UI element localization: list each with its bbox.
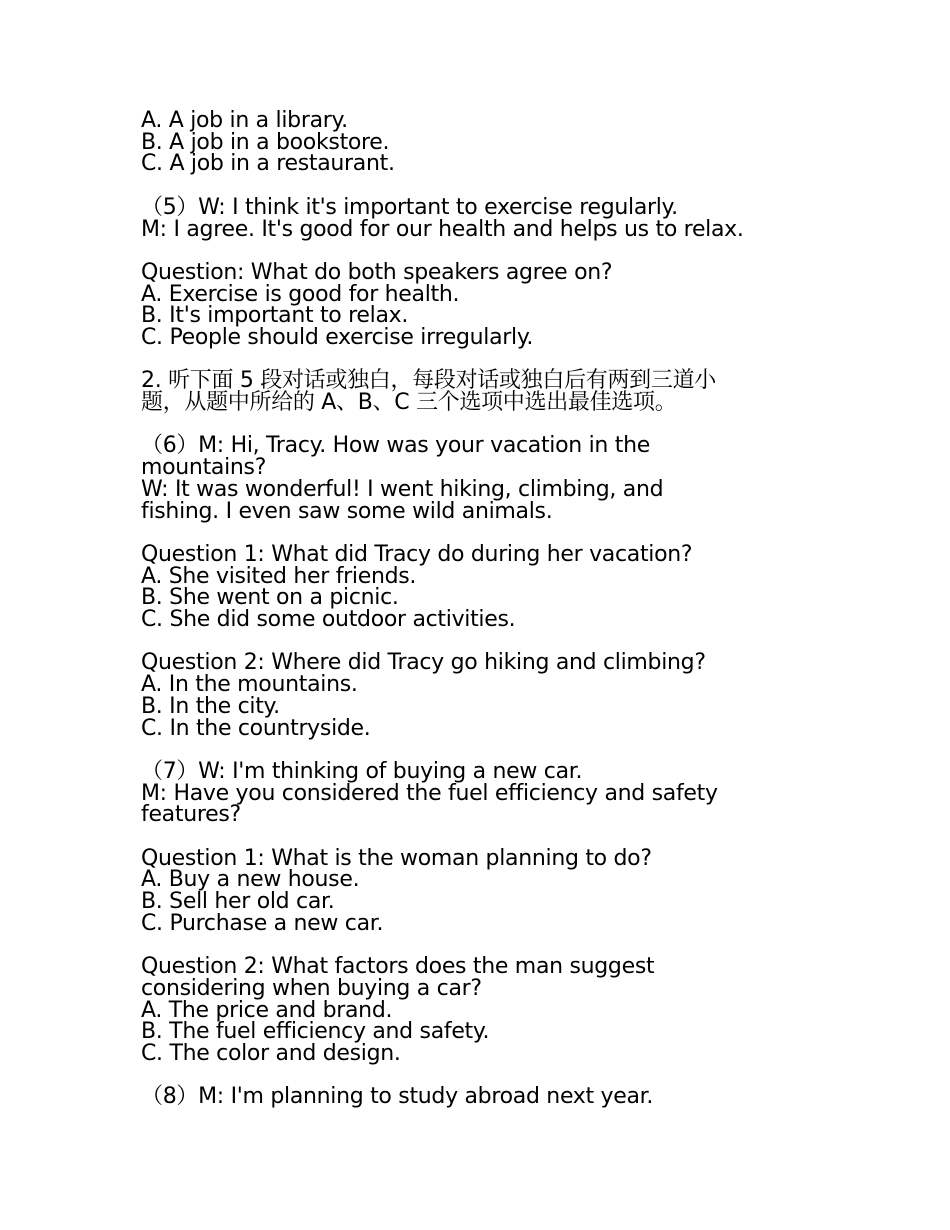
dialogue-line: （8）M: I'm planning to study abroad next year.	[141, 1084, 654, 1110]
dialogue-line: （5）W: I think it's important to exercise regularly.	[141, 194, 678, 220]
answer-option-text: C. The color and design.	[141, 1041, 401, 1067]
paragraph-gap	[141, 414, 841, 436]
question-text: Question 1: What did Tracy do during her vacation?	[141, 541, 693, 567]
answer-option-text: C. Purchase a new car.	[141, 910, 384, 936]
answer-option-text: A. A job in a library.	[141, 108, 348, 133]
answer-option-text: A. She visited her friends.	[141, 563, 417, 589]
dialogue-line: fishing. I even saw some wild animals.	[141, 498, 553, 524]
question-text: considering when buying a car?	[141, 975, 482, 1001]
dialogue-line: mountains?	[141, 455, 267, 481]
paragraph-gap	[141, 631, 841, 653]
answer-option-text: A. In the mountains.	[141, 672, 358, 698]
section-instruction: 2. 听下面 5 段对话或独白，每段对话或独白后有两到三道小	[141, 368, 716, 394]
answer-option-text: A. Exercise is good for health.	[141, 281, 460, 307]
answer-option-text: A. The price and brand.	[141, 997, 393, 1023]
section-instruction: 题，从题中所给的 A、B、C 三个选项中选出最佳选项。	[141, 390, 677, 416]
dialogue-line: M: Have you considered the fuel efficiency and safety	[141, 780, 718, 806]
answer-option-text: B. In the city.	[141, 693, 280, 719]
answer-option-text: B. She went on a picnic.	[141, 585, 399, 611]
paragraph-gap	[141, 240, 841, 262]
question-text: Question 2: What factors does the man suggest	[141, 954, 655, 980]
paragraph-gap	[141, 522, 841, 544]
answer-option-text: B. Sell her old car.	[141, 889, 335, 915]
paragraph-gap	[141, 739, 841, 761]
dialogue-line: （7）W: I'm thinking of buying a new car.	[141, 758, 583, 784]
dialogue-line: features?	[141, 802, 241, 828]
answer-option-text: C. People should exercise irregularly.	[141, 325, 534, 350]
dialogue-line: W: It was wonderful! I went hiking, climbing, and	[141, 476, 664, 502]
paragraph-gap	[141, 935, 841, 957]
paragraph-gap	[141, 175, 841, 197]
document-page	[141, 110, 841, 1108]
question-text: Question: What do both speakers agree on?	[141, 259, 613, 285]
dialogue-line: （6）M: Hi, Tracy. How was your vacation in the	[141, 433, 650, 459]
answer-option-text: C. In the countryside.	[141, 715, 371, 741]
question-text: Question 2: Where did Tracy go hiking and climbing?	[141, 650, 706, 676]
answer-option-text: B. A job in a bookstore.	[141, 129, 390, 155]
dialogue-line: M: I agree. It's good for our health and helps us to relax.	[141, 216, 744, 242]
answer-option-text: C. She did some outdoor activities.	[141, 607, 516, 633]
answer-option-text: B. It's important to relax.	[141, 303, 409, 329]
paragraph-gap	[141, 349, 841, 371]
question-text: Question 1: What is the woman planning to do?	[141, 845, 652, 871]
paragraph-gap	[141, 826, 841, 848]
answer-option-text: C. A job in a restaurant.	[141, 151, 395, 177]
answer-option-text: B. The fuel efficiency and safety.	[141, 1019, 490, 1045]
answer-option-text: A. Buy a new house.	[141, 867, 360, 893]
paragraph-gap	[141, 1065, 841, 1087]
